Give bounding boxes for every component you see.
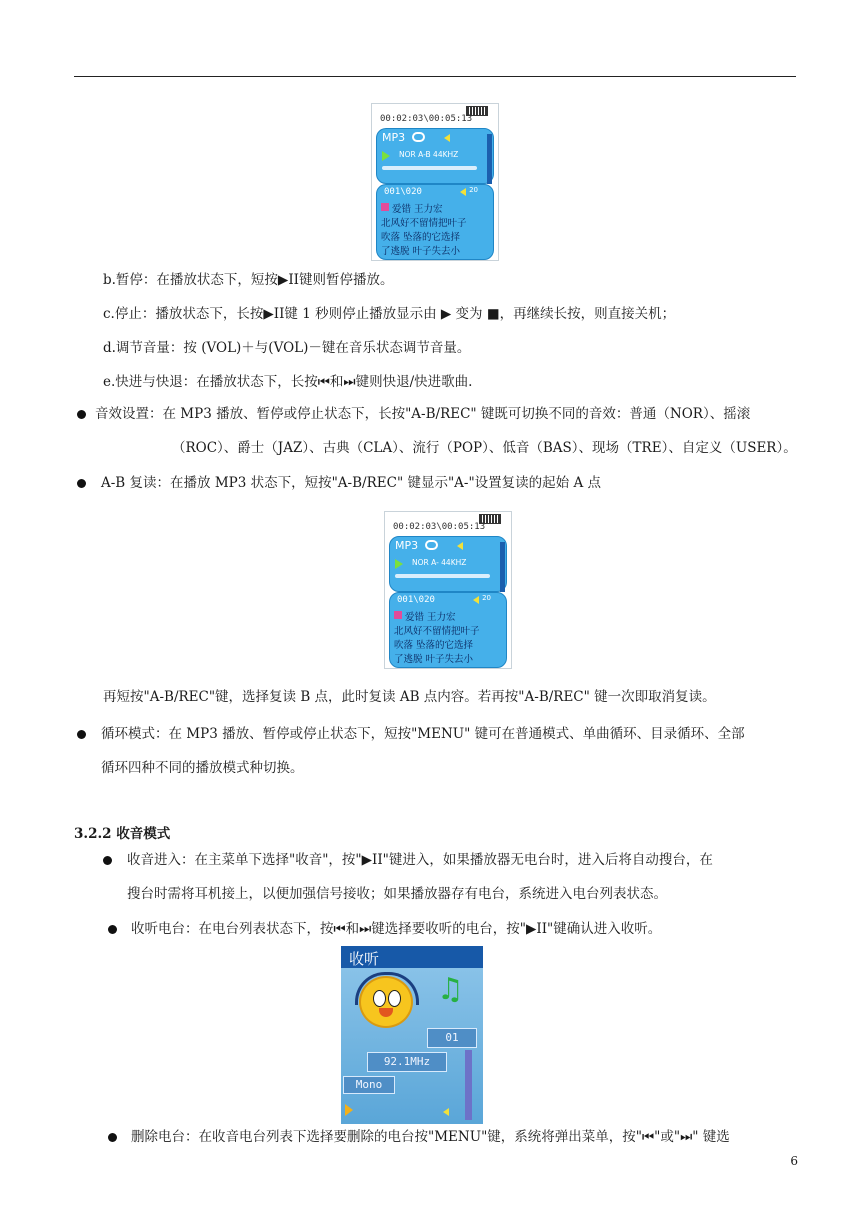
radio-title: 收听 — [349, 950, 380, 968]
para-radio-enter-2: 搜台时需将耳机接上，以便加强信号接收；如果播放器存有电台，系统进入电台列表状态。 — [127, 886, 667, 902]
para-volume: d.调节音量：按 (VOL)＋与(VOL)－键在音乐状态调节音量。 — [103, 340, 471, 356]
bullet-icon — [77, 730, 86, 739]
repeat-icon — [412, 132, 425, 142]
lyric-line: 爱错 王力宏 — [405, 612, 456, 623]
mp3-screen-ab — [371, 103, 499, 261]
para-stop: c.停止：播放状态下，长按▶II键 1 秒则停止播放显示由 ▶ 变为 ■，再继续长按，则直接关机； — [103, 306, 676, 322]
lyric-line: 北风好不留情把叶子 — [381, 218, 467, 229]
para-radio-delete: 删除电台：在收音电台列表下选择要删除的电台按"MENU"键，系统将弹出菜单，按"⏮"或"⏭" 键选 — [131, 1129, 730, 1145]
track-counter: 001\020 — [384, 187, 422, 197]
header-rule — [74, 76, 796, 77]
para-eq-2: （ROC）、爵士（JAZ）、古典（CLA）、流行（POP）、低音（BAS）、现场（TRE）、自定义（USER）。 — [172, 440, 797, 456]
lyric-line: 了逃脱 叶子失去小 — [394, 654, 474, 665]
volume-value: 20 — [482, 594, 491, 602]
speaker-icon — [457, 542, 463, 550]
bullet-icon — [77, 479, 86, 488]
speaker-icon — [444, 134, 450, 142]
play-time: 00:02:03\00:05:13 — [393, 522, 486, 532]
para-loop-2: 循环四种不同的播放模式种切换。 — [101, 760, 304, 776]
lyric-line: 了逃脱 叶子失去小 — [381, 246, 461, 257]
song-icon — [394, 611, 402, 619]
progress-bar — [382, 166, 477, 170]
play-icon — [382, 151, 390, 161]
signal-bar — [465, 1050, 472, 1120]
volume-value: 20 — [469, 186, 478, 194]
song-icon — [381, 203, 389, 211]
para-radio-enter-1: 收音进入：在主菜单下选择"收音"，按"▶II"键进入，如果播放器无电台时，进入后将自动搜台，在 — [127, 852, 713, 868]
speaker-icon — [443, 1108, 449, 1116]
headphones-icon — [355, 972, 419, 1005]
page-number: 6 — [790, 1154, 798, 1168]
play-icon — [345, 1104, 353, 1116]
play-icon — [395, 559, 403, 569]
volume-speaker-icon — [460, 188, 466, 196]
para-ab: A-B 复读：在播放 MP3 状态下，短按"A-B/REC" 键显示"A-"设置复读的起始 A 点 — [101, 475, 602, 491]
frequency-display: 92.1MHz — [367, 1052, 447, 1072]
audio-info: NOR A-B 44KHZ — [399, 150, 459, 159]
mode-label: MP3 — [382, 131, 406, 144]
section-heading: 3.2.2 收音模式 — [74, 826, 171, 842]
repeat-icon — [425, 540, 438, 550]
para-pause: b.暂停：在播放状态下，短按▶II键则暂停播放。 — [103, 272, 394, 288]
mp3-screen-a — [384, 511, 512, 669]
audio-info: NOR A- 44KHZ — [412, 558, 467, 567]
bullet-icon — [77, 410, 86, 419]
volume-bar — [487, 134, 492, 184]
radio-screen — [341, 946, 483, 1124]
para-radio-listen: 收听电台：在电台列表状态下，按⏮和⏭键选择要收听的电台，按"▶II"键确认进入收听。 — [131, 921, 662, 937]
para-seek: e.快进与快退：在播放状态下，长按⏮和⏭键则快退/快进歌曲. — [103, 374, 473, 390]
bullet-icon — [108, 1133, 117, 1142]
progress-bar — [395, 574, 490, 578]
mouth-icon — [379, 1008, 393, 1017]
para-eq-1: 音效设置：在 MP3 播放、暂停或停止状态下，长按"A-B/REC" 键既可切换不同的音效：普通（NOR）、摇滚 — [95, 406, 751, 422]
lyric-line: 吹落 坠落的它选择 — [394, 640, 474, 651]
lyric-line: 爱错 王力宏 — [392, 204, 443, 215]
para-ab-again: 再短按"A-B/REC"键，选择复读 B 点，此时复读 AB 点内容。若再按"A-B/REC" 键一次即取消复读。 — [103, 689, 716, 705]
music-note-icon: ♫ — [437, 972, 464, 1007]
play-time: 00:02:03\00:05:13 — [380, 114, 473, 124]
volume-speaker-icon — [473, 596, 479, 604]
mode-label: MP3 — [395, 539, 419, 552]
track-counter: 001\020 — [397, 595, 435, 605]
volume-bar — [500, 542, 505, 592]
channel-number: 01 — [427, 1028, 477, 1048]
para-loop-1: 循环模式：在 MP3 播放、暂停或停止状态下，短按"MENU" 键可在普通模式、单曲循环、目录循环、全部 — [101, 726, 745, 742]
lyric-line: 北风好不留情把叶子 — [394, 626, 480, 637]
bullet-icon — [103, 856, 112, 865]
bullet-icon — [108, 925, 117, 934]
lyric-line: 吹落 坠落的它选择 — [381, 232, 461, 243]
stereo-mode: Mono — [343, 1076, 395, 1094]
